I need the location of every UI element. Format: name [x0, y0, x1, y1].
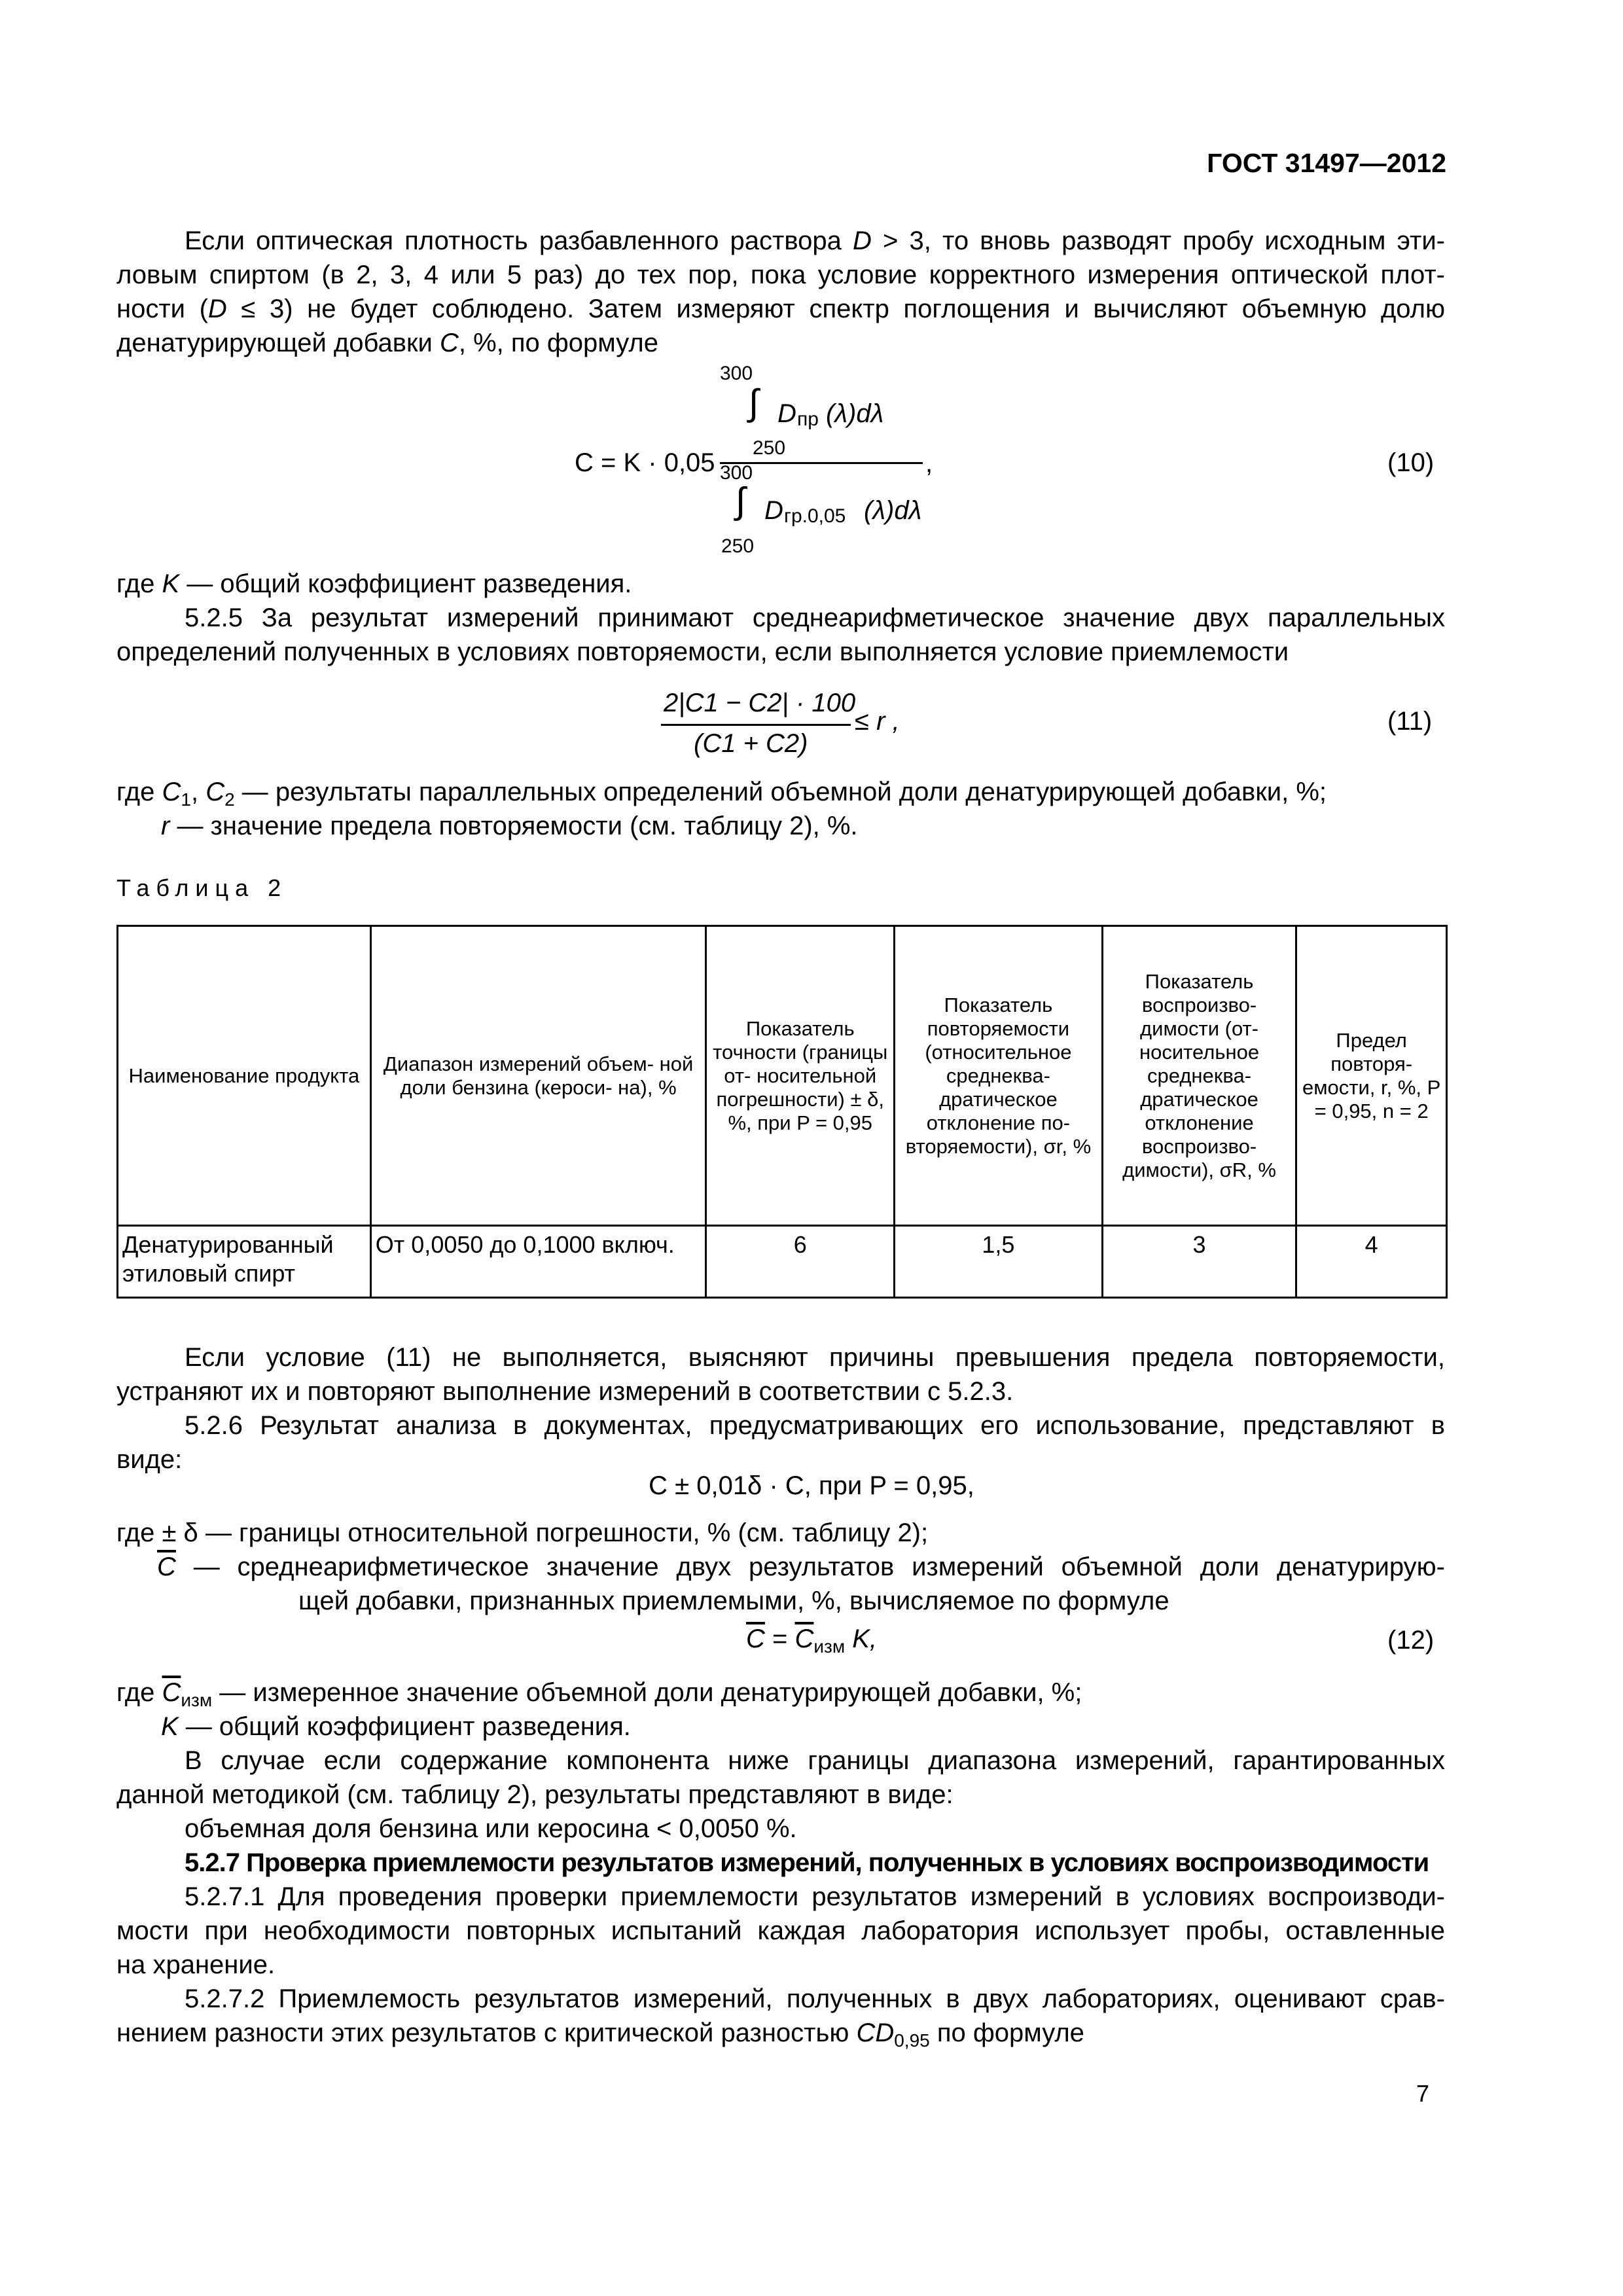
paragraph-line: В случае если содержание компонента ниже границы диапазона измерений, гарантированных [185, 1746, 1445, 1775]
paragraph-line: K — общий коэффициент разведения. [161, 1712, 631, 1741]
paragraph-line: где $\overline{C}_{изм}$ — измеренное значение объемной доли денатурирующей добавки, %; [116, 1678, 1082, 1710]
table-header-row [118, 926, 1447, 1226]
paragraph-line: ловым спиртом (в 2, 3, 4 или 5 раз) до тех пор, пока условие корректного измерения оптической плот- [116, 260, 1445, 289]
paragraph-line: r — значение предела повторяемости (см. таблицу 2), %. [161, 812, 858, 840]
standard-code-header: ГОСТ 31497—2012 [1207, 148, 1446, 178]
page-number: 7 [1416, 2080, 1429, 2107]
paragraph-line: объемная доля бензина или керосина < 0,0050 %. [185, 1814, 797, 1843]
paragraph-line: данной методикой (см. таблицу 2), результаты представляют в виде: [116, 1780, 954, 1809]
paragraph-line: 5.2.5 За результат измерений принимают среднеарифметическое значение двух параллельных [185, 603, 1445, 632]
table-header-cell: Диапазон измерений объем- ной доли бензина (кероси- на), % [370, 926, 706, 1226]
formula-result: C ± 0,01δ · C, при P = 0,95, [649, 1471, 974, 1500]
paragraph-line: на хранение. [116, 1950, 276, 1979]
table-cell: 4 [1296, 1226, 1447, 1298]
data-table [116, 925, 1448, 1299]
table-header-cell: Показатель точности (границы от- носительной погрешности) ± δ, %, при P = 0,95 [706, 926, 895, 1226]
table-header-cell: Показатель повторяемости (относительное среднеква- дратическое отклонение по- вторяемости), σr, % [895, 926, 1103, 1226]
paragraph-line: ности (D ≤ 3) не будет соблюдено. Затем измеряют спектр поглощения и вычисляют объемную долю [116, 295, 1445, 323]
paragraph-line: щей добавки, признанных приемлемыми, %, вычисляемое по формуле [298, 1587, 1169, 1615]
paragraph-line: Если условие (11) не выполняется, выясняют причины превышения предела повторяемости, [185, 1343, 1445, 1372]
formula-number: (12) [1387, 1626, 1435, 1655]
paragraph-line: где $C_1$, $C_2$ — результаты параллельных определений объемной доли денатурирующей добавки, %; [116, 778, 1327, 810]
section-heading: 5.2.7 Проверка приемлемости результатов измерений, полученных в условиях воспроизводимости [185, 1848, 1429, 1877]
table-cell: 3 [1102, 1226, 1296, 1298]
table-cell: 1,5 [895, 1226, 1103, 1298]
formula-number: (11) [1387, 707, 1433, 736]
table-header-cell: Показатель воспроизво- димости (от- носительное среднеква- дратическое отклонение воспроизво- димости), σR, % [1102, 926, 1296, 1226]
paragraph-line: 5.2.6 Результат анализа в документах, предусматривающих его использование, представляют в [185, 1411, 1445, 1440]
table-caption: Таблица 2 [116, 874, 288, 901]
paragraph-line: где ± δ — границы относительной погрешности, % (см. таблицу 2); [116, 1518, 929, 1547]
table-cell: Денатурированный этиловый спирт [118, 1226, 371, 1298]
formula-number: (10) [1387, 448, 1435, 477]
table-header-cell: Наименование продукта [118, 926, 371, 1226]
paragraph-line: 5.2.7.2 Приемлемость результатов измерений, полученных в двух лабораториях, оценивают срав- [185, 1984, 1445, 2013]
formula-12: $\overline{C} = \overline{C}_{изм}$ K, [745, 1624, 877, 1657]
paragraph-line: Если оптическая плотность разбавленного раствора D > 3, то вновь разводят пробу исходным эти- [185, 226, 1445, 255]
paragraph-line: нением разности этих результатов с критической разностью $CD_{0,95}$ по формуле [116, 2018, 1084, 2051]
paragraph-line: где K — общий коэффициент разведения. [116, 569, 632, 598]
paragraph-line: определений полученных в условиях повторяемости, если выполняется условие приемлемости [116, 637, 1289, 666]
table-cell: От 0,0050 до 0,1000 включ. [370, 1226, 706, 1298]
table-header-cell: Предел повторя- емости, r, %, P = 0,95, n = 2 [1296, 926, 1447, 1226]
fraction-line [661, 724, 851, 726]
paragraph-line: мости при необходимости повторных испытаний каждая лаборатория использует пробы, оставленные [116, 1916, 1445, 1945]
paragraph-line: виде: [116, 1445, 183, 1474]
document-page: ГОСТ 31497—2012 Если оптическая плотность разбавленного раствора D > 3, то вновь разводят пробу исходным эти- ловым спиртом (в 2, 3, 4 или 5 раз) до тех пор, пока условие корректного измерения оптической плот- ности (D ≤ 3) не будет соблюдено. Затем измеряют спектр поглощения и вычисляют объемную долю денатурирующей добавки C, %, по формуле C = K · 0,05 300 ∫ D пр (λ)dλ 250 , 300 ∫ D гр.0,05 (λ)dλ 250 (10) где K — общий коэффициент разведения. 5.2.5 За результат измерений принимают среднеарифметическое значение двух параллельных определений полученных в условиях повторяемости, если выполняется условие приемлемости 2|C1 − C2| · 100 (C1 + C2) ≤ r , (11) где $C_1$, $C_2$ — результаты параллельных определений объемной доли денатурирующей добавки, %; r — значение предела повторяемости (см. таблицу 2), %. Таблица 2 Наименование продукта Диапазон измерений объем- ной доли бензина (кероси- на), % Показатель точности (границы от- носительной погрешности) ± δ, %, при P = 0,95 Показатель повторяемости (относительное среднеква- дратическое отклонение по- вторяемости), σr, % Показатель воспроизво- димости (от- носительное среднеква- дратическое отклонение воспроизво- димости), σR, % Предел повторя- емости, r, %, P = 0,95, n = 2 Денатурированный этиловый спирт От 0,0050 до 0,1000 включ. 6 1,5 3 4 Если условие (11) не выполняется, выясняют причины превышения предела повторяемости, устраняют их и повторяют выполнение измерений в соответствии с 5.2.3. 5.2.6 Результат анализа в документах, предусматривающих его использование, представляют в виде: C ± 0,01δ · C, при P = 0,95, где ± δ — границы относительной погрешности, % (см. таблицу 2); $\overline{C}$ — среднеарифметическое значение двух результатов измерений объемной доли денатурирую- щей добавки, признанных приемлемыми, %, вычисляемое по формуле $\overline{C} = \overline{C}_{изм}$ K, (12) где $\overline{C}_{изм}$ — измеренное значение объемной доли денатурирующей добавки, %; K — общий коэффициент разведения. В случае если содержание компонента ниже границы диапазона измерений, гарантированных данной методикой (см. таблицу 2), результаты представляют в виде: объемная доля бензина или керосина < 0,0050 %. 5.2.7 Проверка приемлемости результатов измерений, полученных в условиях воспроизводимости 5.2.7.1 Для проведения проверки приемлемости результатов измерений в условиях воспроизводи- мости при необходимости повторных испытаний каждая лаборатория использует пробы, оставленные на хранение. 5.2.7.2 Приемлемость результатов измерений, полученных в двух лабораториях, оценивают срав- нением разности этих результатов с критической разностью $CD_{0,95}$ по формуле 7 [0, 0, 1623, 2296]
table-cell: 6 [706, 1226, 895, 1298]
paragraph-line: $\overline{C}$ — среднеарифметическое значение двух результатов измерений объемной доли денатурирую- [157, 1552, 1445, 1581]
table-row [118, 1226, 1447, 1298]
paragraph-line: устраняют их и повторяют выполнение измерений в соответствии с 5.2.3. [116, 1377, 1014, 1406]
paragraph-line: денатурирующей добавки C, %, по формуле [116, 329, 658, 357]
paragraph-line: 5.2.7.1 Для проведения проверки приемлемости результатов измерений в условиях воспроизводи- [185, 1882, 1445, 1911]
